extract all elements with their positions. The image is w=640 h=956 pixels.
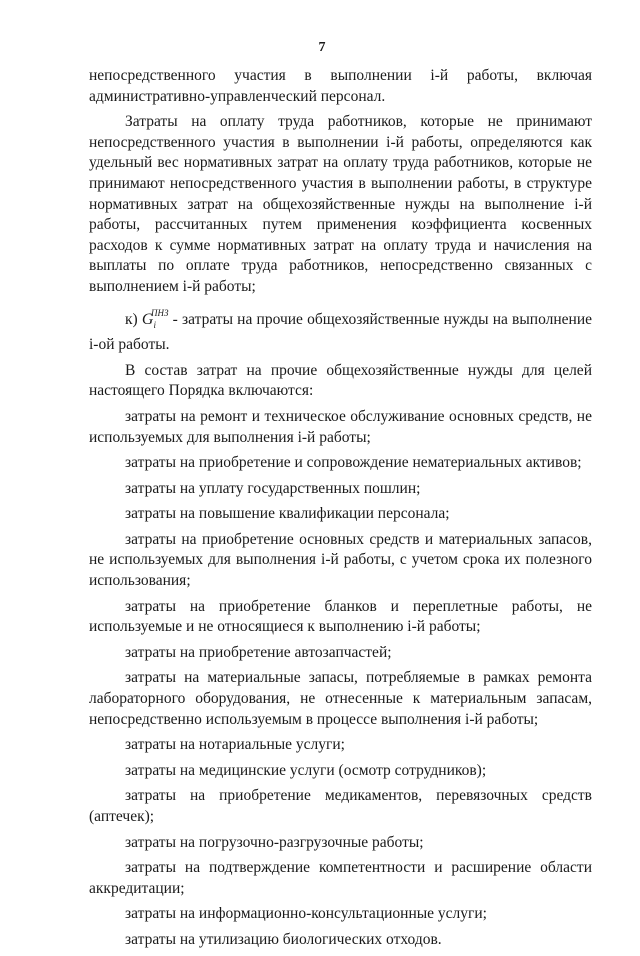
formula-symbol-subscript: i xyxy=(153,319,156,330)
list-item: затраты на информационно-консультационные услуги; xyxy=(125,905,487,923)
list-item: затраты на нотариальные услуги; xyxy=(125,736,345,754)
formula-symbol xyxy=(141,307,169,330)
list-item: затраты на повышение квалификации персонала; xyxy=(125,505,450,523)
list-item: затраты на медицинские услуги (осмотр сотрудников); xyxy=(125,761,487,779)
list-item: затраты на приобретение автозапчастей; xyxy=(125,643,392,661)
list-item: затраты на приобретение и сопровождение нематериальных активов; xyxy=(125,454,582,472)
list-item: затраты на приобретение бланков и переплетные работы, не используемые и не относящиеся к выполнению i-й работы; xyxy=(89,597,592,636)
item-k-text: - затраты на прочие общехозяйственные нужды на выполнение i-ой работы. xyxy=(89,310,593,354)
list-item: затраты на ремонт и техническое обслуживание основных средств, не используемых для выполнения i-й работы; xyxy=(89,407,592,446)
paragraph-labor-costs: Затраты на оплату труда работников, которые не принимают непосредственного участия в выполнении i-й работы, определяются как удельный вес нормативных затрат на оплату труда работников, которые не принимают непосредственного участия в выполнении работы, в структуре нормативных затрат на общехозяйственные нужды на выполнение i-й работы, рассчитанных путем применения коэффициента косвенных расходов к сумме нормативных затрат на оплату труда и начисления на выплаты по оплате труда работников, непосредственно связанных с выполнением i-й работы; xyxy=(89,113,592,295)
document-body xyxy=(89,66,592,956)
list-item: затраты на утилизацию биологических отходов. xyxy=(125,930,442,948)
formula-symbol-base: G xyxy=(141,310,154,328)
list-item: затраты на материальные запасы, потребляемые в рамках ремонта лабораторного оборудования, не отнесенные к материальным запасам, непосредственно используемым в процессе выполнения i-й работы; xyxy=(89,669,592,728)
list-item: затраты на приобретение основных средств и материальных запасов, не используемых для выполнения i-й работы, с учетом срока их полезного использования; xyxy=(89,530,592,590)
list-item: затраты на подтверждение компетентности и расширение области аккредитации; xyxy=(89,859,592,897)
page-number: 7 xyxy=(318,40,326,55)
paragraph-composition: В состав затрат на прочие общехозяйственные нужды для целей настоящего Порядка включаются: xyxy=(89,361,592,400)
list-item: затраты на погрузочно-разгрузочные работы; xyxy=(125,833,424,851)
paragraph-continuation: непосредственного участия в выполнении i-й работы, включая административно-управленческий персонал. xyxy=(89,67,592,105)
paragraph-item-k xyxy=(89,303,592,356)
formula-symbol-superscript: ПНЗ xyxy=(150,307,169,318)
item-letter: к) xyxy=(125,310,138,328)
list-item: затраты на приобретение медикаментов, перевязочных средств (аптечек); xyxy=(89,787,592,825)
list-item: затраты на уплату государственных пошлин; xyxy=(125,479,421,497)
cost-items-list xyxy=(89,407,592,951)
